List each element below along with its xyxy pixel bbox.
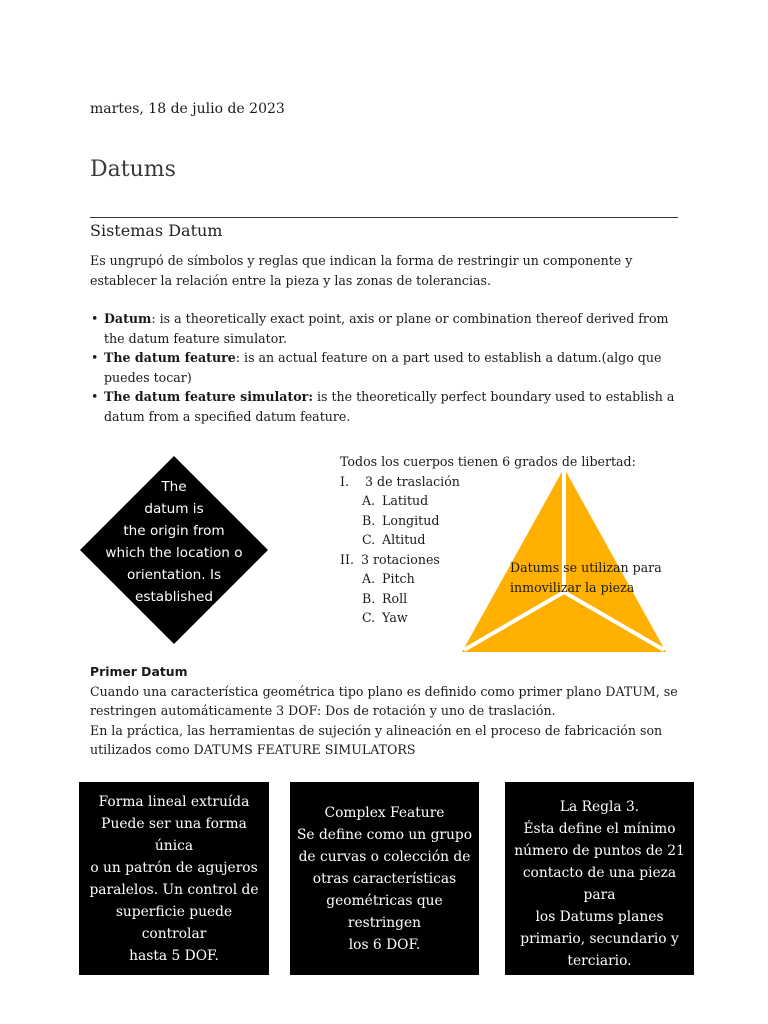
box-line: hasta 5 DOF. [129, 947, 219, 964]
definition-text: : is a theoretically exact point, axis or plane or combination thereof derived from the datum feature simulator. [104, 311, 669, 346]
box-line: Forma lineal extruída [98, 793, 250, 810]
primer-datum-heading: Primer Datum [90, 664, 188, 679]
box-line: superficie puede controlar [115, 903, 233, 942]
dof-group-label: 3 de traslación [365, 473, 460, 489]
page-title: Datums [90, 157, 176, 182]
definitions-list [90, 309, 680, 426]
dof-item-number: A. [362, 571, 376, 586]
definition-text: is the theoretically perfect boundary used to establish a datum from a specified datum feature. [104, 389, 675, 424]
intro-paragraph: Es ungrupó de símbolos y reglas que indican la forma de restringir un componente y establecer la relación entre la pieza y las zonas de tolerancias. [90, 253, 633, 288]
triangle-caption [510, 558, 670, 597]
box-line: Complex Feature [324, 804, 445, 821]
definition-term: The datum feature [104, 350, 236, 365]
diamond-line: orientation. Is [126, 567, 222, 583]
box-line: contacto de una pieza para [522, 865, 677, 903]
primer-datum-section [90, 662, 690, 760]
diamond-line: datum is [144, 501, 204, 517]
dof-item-label: Latitud [382, 493, 429, 508]
definition-term: Datum [104, 311, 152, 326]
dof-item-number: A. [362, 493, 376, 508]
definition-term: The datum feature simulator: [104, 389, 313, 404]
dof-item-label: Pitch [382, 571, 415, 586]
box-line: Ésta define el mínimo [523, 821, 676, 837]
triangle-caption-line: inmovilizar la pieza [510, 579, 635, 595]
diamond-line: The [161, 479, 187, 495]
dof-item-label: Yaw [382, 610, 408, 625]
title-divider [90, 217, 678, 218]
triangle-caption-line: Datums se utilizan para [510, 560, 662, 575]
datum-diamond [80, 456, 268, 644]
primer-line: utilizados como DATUMS FEATURE SIMULATORS [90, 742, 416, 757]
dof-group-number: I. [340, 473, 349, 489]
definition-item [90, 309, 680, 348]
dof-item-label: Longitud [382, 512, 440, 528]
dof-item-label: Roll [382, 590, 408, 606]
box-line: La Regla 3. [559, 799, 640, 815]
box-line: Puede ser una forma única [101, 815, 247, 854]
dof-item-number: C. [362, 532, 376, 547]
box-line: o un patrón de agujeros [90, 859, 258, 876]
info-box-regla-3 [505, 782, 694, 975]
document-date: martes, 18 de julio de 2023 [90, 101, 285, 117]
primer-line: Cuando una característica geométrica tipo plano es definido como primer plano DATUM, se [90, 683, 678, 699]
dof-heading: Todos los cuerpos tienen 6 grados de libertad: [340, 454, 636, 469]
diamond-line: established [135, 589, 213, 605]
box-line: otras características [312, 870, 457, 887]
box-line: paralelos. Un control de [89, 881, 259, 898]
box-line: de curvas o colección de [298, 848, 471, 865]
info-box-forma-lineal [79, 782, 269, 975]
section-heading: Sistemas Datum [90, 221, 223, 240]
diamond-line: the origin from [123, 523, 225, 539]
box-line: número de puntos de 21 [514, 843, 685, 859]
primer-line: En la práctica, las herramientas de sujeción y alineación en el proceso de fabricación son [90, 722, 663, 738]
box-line: Se define como un grupo [296, 826, 473, 843]
info-box-complex-feature [290, 782, 479, 975]
box-line: los 6 DOF. [348, 936, 421, 953]
box-line: terciario. [567, 953, 632, 969]
box-line: los Datums planes [535, 909, 664, 925]
dof-group-number: II. [340, 551, 354, 567]
dof-item-number: B. [362, 512, 376, 528]
definition-text: : is an actual feature on a part used to establish a datum.(algo que puedes tocar) [104, 350, 662, 385]
dof-item-number: B. [362, 590, 376, 606]
box-line: primario, secundario y [520, 931, 679, 947]
diamond-text [94, 476, 254, 608]
dof-group-label: 3 rotaciones [361, 551, 440, 567]
definition-item [90, 387, 680, 426]
box-line: geométricas que restringen [326, 892, 443, 931]
definition-item [90, 348, 680, 387]
dof-item-label: Altitud [382, 532, 426, 547]
primer-line: restringen automáticamente 3 DOF: Dos de rotación y uno de traslación. [90, 703, 556, 718]
dof-item-number: C. [362, 610, 376, 625]
diamond-line: which the location o [105, 545, 243, 561]
